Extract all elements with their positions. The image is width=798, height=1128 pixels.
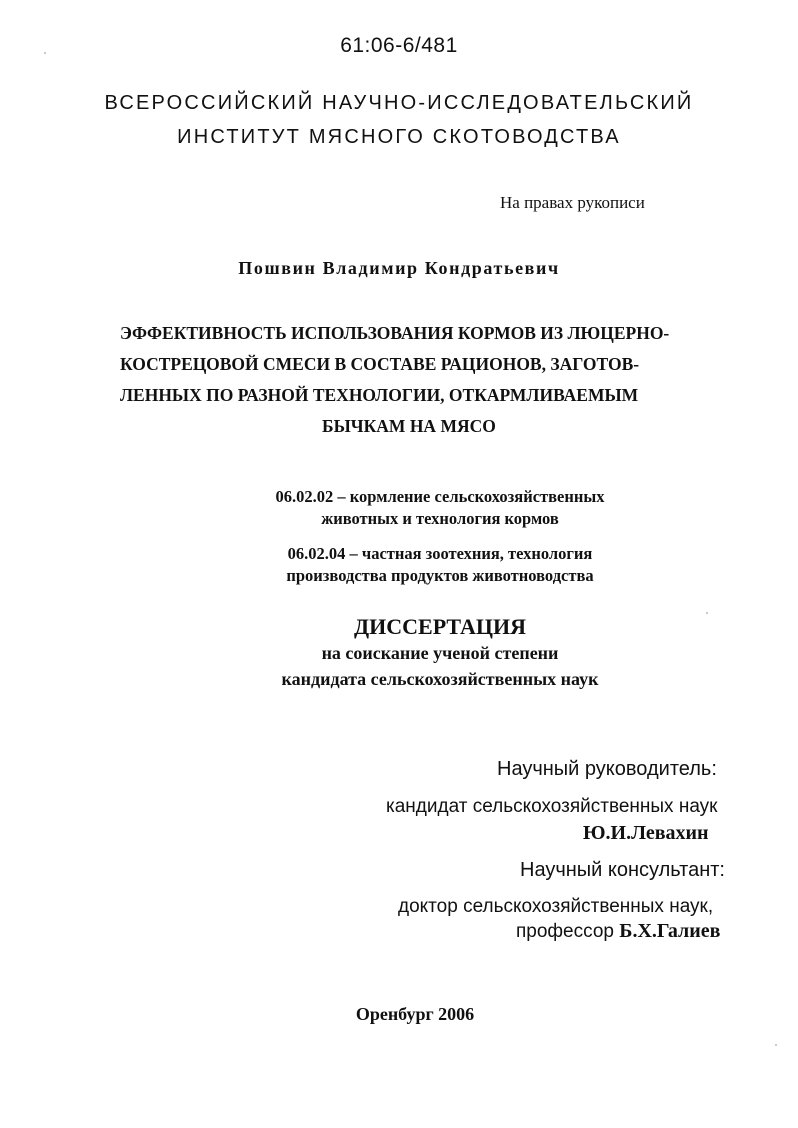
title-line: ЭФФЕКТИВНОСТЬ ИСПОЛЬЗОВАНИЯ КОРМОВ ИЗ ЛЮЦЕРНО- [120, 323, 670, 343]
specialty-2 [240, 543, 640, 587]
specialty-2-line-1: 06.02.04 – частная зоотехния, технология [287, 544, 593, 563]
consultant-degree: доктор сельскохозяйственных наук, [398, 896, 714, 917]
specialty-1-line-2: животных и технология кормов [321, 509, 559, 528]
author-name: Пошвин Владимир Кондратьевич [238, 258, 560, 278]
consultant-title: профессор [516, 921, 614, 942]
title-line: КОСТРЕЦОВОЙ СМЕСИ В СОСТАВЕ РАЦИОНОВ, ЗАГОТОВ- [120, 354, 640, 374]
manuscript-rights-note: На правах рукописи [500, 193, 645, 212]
title-line: БЫЧКАМ НА МЯСО [322, 416, 496, 436]
title-line: ЛЕННЫХ ПО РАЗНОЙ ТЕХНОЛОГИИ, ОТКАРМЛИВАЕМЫМ [120, 385, 639, 405]
institute-name-line-2: ИНСТИТУТ МЯСНОГО СКОТОВОДСТВА [177, 126, 621, 148]
degree-line-1: на соискание ученой степени [321, 643, 559, 663]
scan-speck [775, 1044, 777, 1046]
specialty-1-line-1: 06.02.02 – кормление сельскохозяйственных [275, 487, 605, 506]
scan-speck [44, 52, 46, 54]
dissertation-heading: ДИССЕРТАЦИЯ [354, 614, 526, 639]
catalog-number: 61:06-6/481 [340, 34, 458, 57]
specialty-1 [240, 486, 640, 530]
degree-line-2: кандидата сельскохозяйственных наук [281, 669, 599, 689]
city-year: Оренбург 2006 [355, 1004, 475, 1024]
specialty-2-line-2: производства продуктов животноводства [286, 566, 594, 585]
supervisor-name: Ю.И.Левахин [583, 822, 709, 844]
institute-name-line-1: ВСЕРОССИЙСКИЙ НАУЧНО-ИССЛЕДОВАТЕЛЬСКИЙ [104, 92, 694, 114]
consultant-label: Научный консультант: [520, 859, 725, 881]
consultant-name: Б.Х.Галиев [619, 920, 721, 942]
supervisor-degree: кандидат сельскохозяйственных наук [386, 796, 718, 817]
consultant-title-line [516, 920, 720, 943]
scan-speck [706, 612, 708, 614]
dissertation-title [120, 318, 720, 442]
supervisor-label: Научный руководитель: [497, 758, 717, 780]
